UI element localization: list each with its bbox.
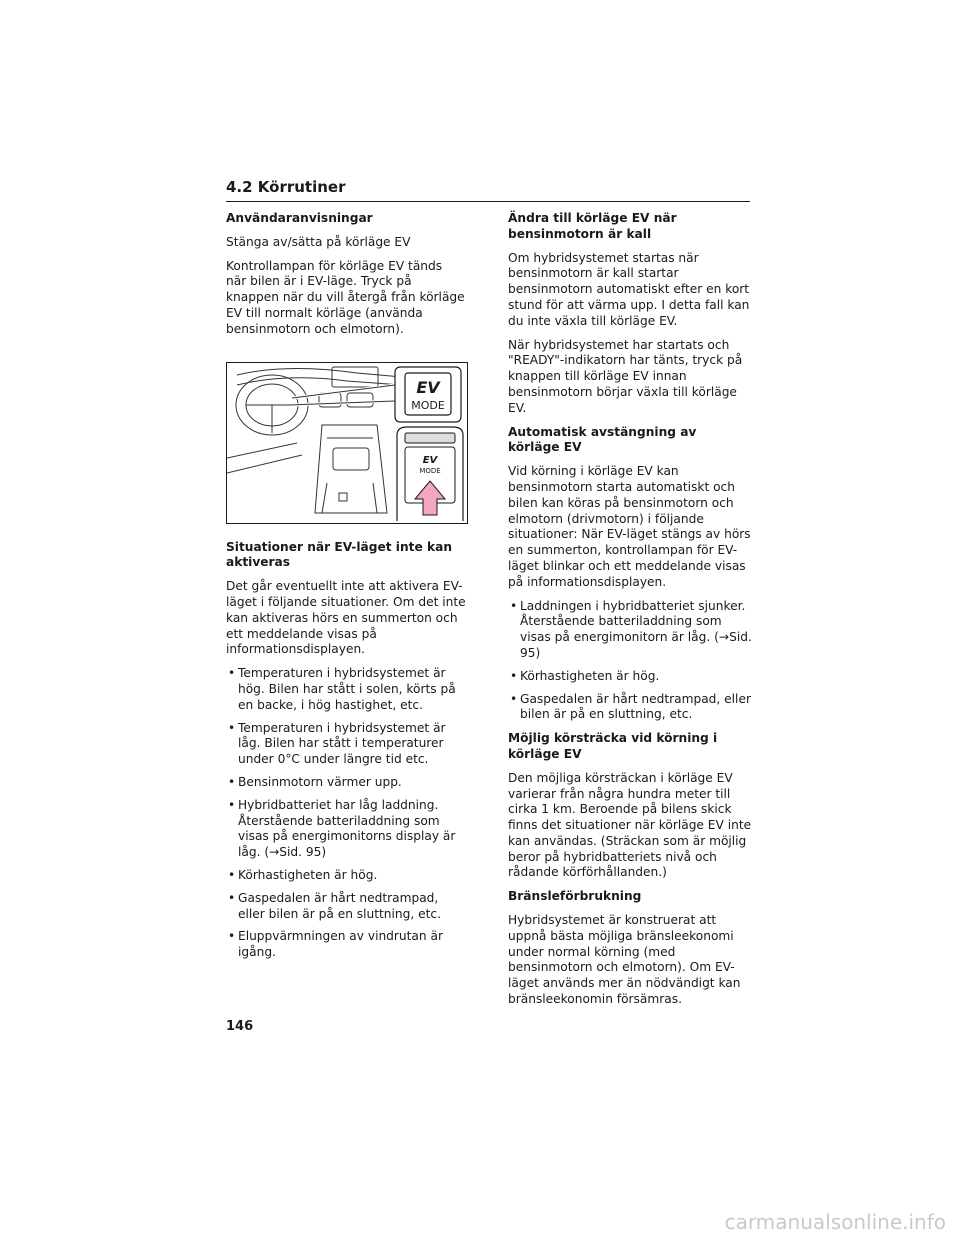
situations-list: [226, 666, 466, 961]
figure-mode-label-top: MODE: [411, 398, 445, 412]
section-header: 4.2 Körrutiner: [226, 178, 750, 202]
list-item: • Laddningen i hybridbatteriet sjunker. Återstående batteriladdning som visas på energimonitorn är låg. (→Sid. 95): [508, 599, 752, 662]
paragraph-situations: Det går eventuellt inte att aktivera EV-läget i följande situationer. Om det inte kan aktiveras hörs en summerton och ett meddelande visas på informationsdisplayen.: [226, 579, 466, 657]
heading-fuel: Bränsleförbrukning: [508, 889, 642, 904]
list-item: • Hybridbatteriet har låg laddning. Återstående batteriladdning som visas på energimonitorns display är låg. (→Sid. 95): [226, 798, 466, 861]
figure-ev-label-top: EV: [416, 377, 440, 397]
right-column: [508, 211, 752, 1016]
heading-cold-engine: Ändra till körläge EV när bensinmotorn är kall: [508, 211, 677, 241]
list-item: • Eluppvärmningen av vindrutan är igång.: [226, 929, 466, 961]
ev-mode-figure: [226, 362, 468, 524]
page-number: 146: [226, 1019, 254, 1034]
heading-situations: Situationer när EV-läget inte kan aktiveras: [226, 539, 452, 570]
list-item: • Temperaturen i hybridsystemet är hög. Bilen har stått i solen, körts på en backe, i hög hastighet, etc.: [226, 666, 466, 713]
heading-auto-off: Automatisk avstängning av körläge EV: [508, 424, 697, 455]
watermark: carmanualsonline.info: [724, 1210, 946, 1234]
paragraph-indicator-lamp: Kontrollampan för körläge EV tänds när bilen är i EV-läge. Tryck på knappen när du vill återgå från körläge EV till normalt körläge (använda bensinmotorn och elmotorn).: [226, 258, 465, 336]
auto-off-list: [508, 599, 752, 724]
paragraph-range: Den möjliga körsträckan i körläge EV varierar från några hundra meter till cirka 1 km. Beroende på bilens skick finns det situationer när körläge EV inte kan användas. (Sträckan som är möjlig beror på hybridbatteriets nivå och rådande körförhållanden.): [508, 770, 752, 880]
dashboard-illustration: [227, 363, 467, 523]
paragraph-cold-2: När hybridsystemet har startats och "READY"-indikatorn har tänts, tryck på knappen till körläge EV innan bensinmotorn börjar växla till körläge EV.: [508, 337, 743, 415]
figure-mode-label-bottom: MODE: [419, 466, 441, 475]
heading-range: Möjlig körsträcka vid körning i körläge EV: [508, 731, 718, 761]
heading-user-instructions: Användaranvisningar: [226, 211, 373, 225]
list-item: • Gaspedalen är hårt nedtrampad, eller bilen är på en sluttning, etc.: [226, 891, 466, 923]
list-item: • Körhastigheten är hög.: [508, 669, 752, 685]
paragraph-toggle: Stänga av/sätta på körläge EV: [226, 234, 411, 249]
list-item: • Bensinmotorn värmer upp.: [226, 775, 466, 791]
paragraph-auto-off: Vid körning i körläge EV kan bensinmotorn starta automatiskt och bilen kan köras på bensinmotorn och elmotorn (drivmotorn) i följande situationer: När EV-läget stängs av hörs en summerton, kontrollampan för EV-läget blinkar och ett meddelande visas på informationsdisplayen.: [508, 464, 751, 589]
list-item: • Gaspedalen är hårt nedtrampad, eller bilen är på en sluttning, etc.: [508, 692, 752, 724]
list-item: • Temperaturen i hybridsystemet är låg. Bilen har stått i temperaturer under 0°C under längre tid etc.: [226, 721, 466, 768]
figure-ev-label-bottom: EV: [422, 454, 438, 466]
list-item: • Körhastigheten är hög.: [226, 868, 466, 884]
left-column: [226, 211, 466, 969]
paragraph-fuel: Hybridsystemet är konstruerat att uppnå bästa möjliga bränsleekonomi under normal körning (med bensinmotorn och elmotorn). Om EV-läget används mer än nödvändigt kan bränsleekonomin försämras.: [508, 913, 741, 1007]
paragraph-cold-1: Om hybridsystemet startas när bensinmotorn är kall startar bensinmotorn automatiskt efter en kort stund för att värma upp. I detta fall kan du inte växla till körläge EV.: [508, 250, 750, 328]
